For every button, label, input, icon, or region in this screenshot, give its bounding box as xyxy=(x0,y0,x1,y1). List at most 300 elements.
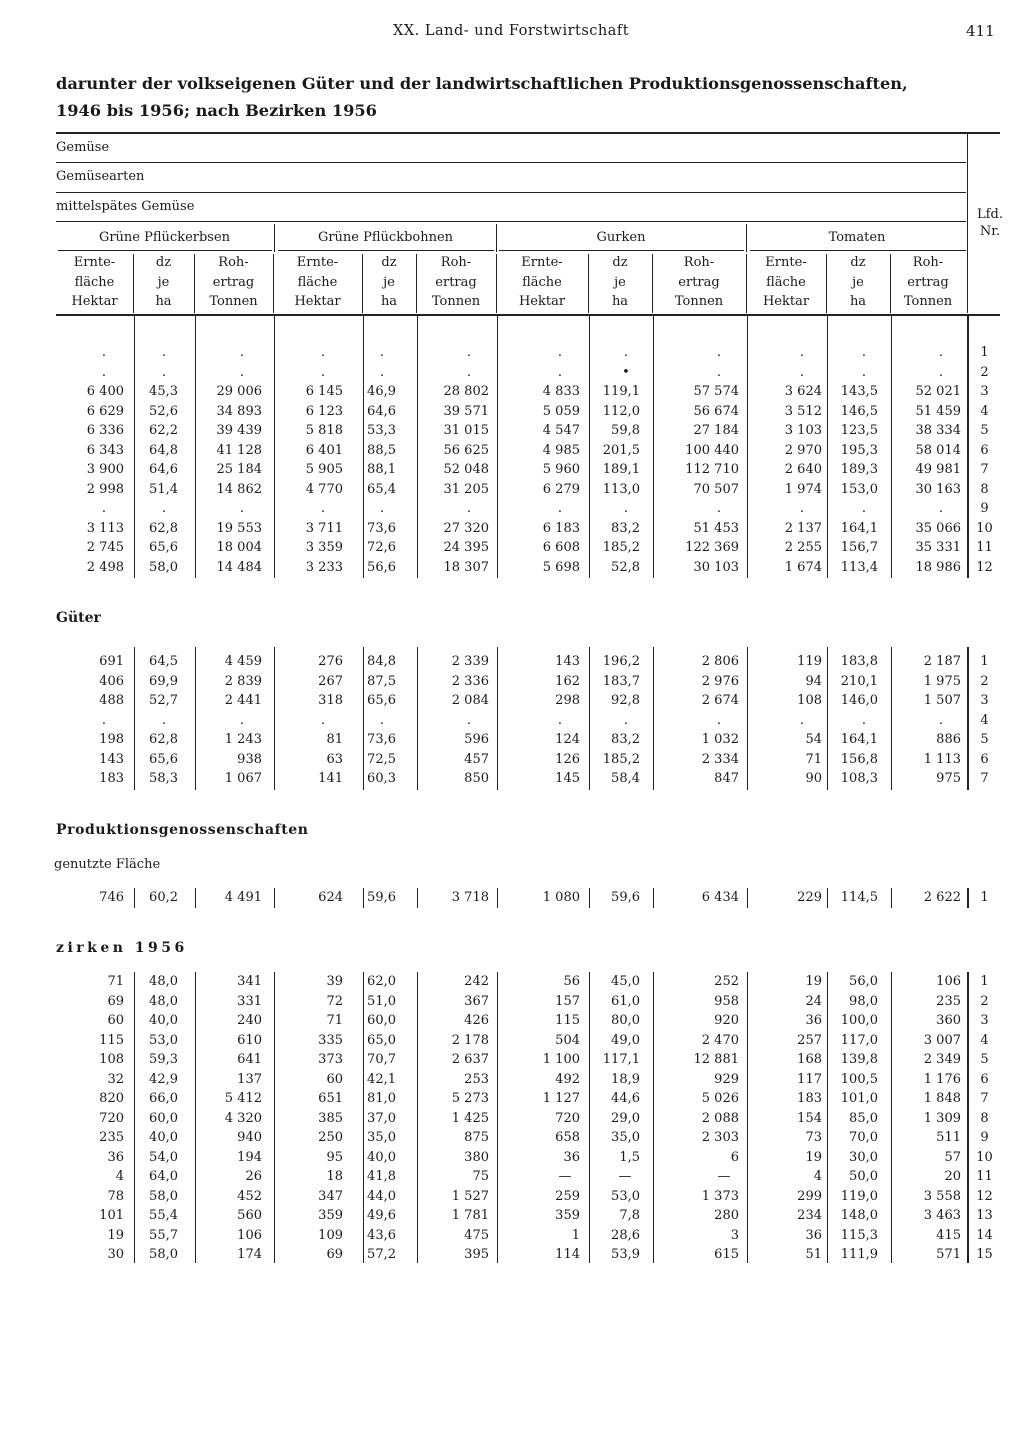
table-cell: 58,3 xyxy=(149,771,178,786)
table-cell: . xyxy=(861,364,867,380)
table-cell: 6 434 xyxy=(701,890,739,905)
table-cell: 119 xyxy=(797,654,822,669)
column-subheader: Roh- ertrag Tonnen xyxy=(431,255,481,309)
table-cell: • xyxy=(622,364,630,380)
row-number: 9 xyxy=(980,501,989,516)
row-number: 8 xyxy=(980,1110,989,1126)
table-cell: . xyxy=(623,501,629,516)
table-cell: 41 128 xyxy=(216,442,262,458)
table-cell: . xyxy=(799,345,805,360)
column-subheader: Ernte- fläche Hektar xyxy=(71,255,118,309)
table-cell: 4 320 xyxy=(224,1110,262,1126)
table-cell: 87,5 xyxy=(367,673,396,689)
table-cell: 14 862 xyxy=(216,481,262,497)
table-cell: 55,7 xyxy=(149,1227,178,1243)
table-cell: 115 xyxy=(99,1032,124,1048)
table-cell: 4 xyxy=(115,1169,124,1184)
table-cell: 145 xyxy=(555,771,580,786)
table-cell: 820 xyxy=(99,1091,124,1106)
section-heading: Produktionsgenossenschaften xyxy=(56,822,309,838)
table-cell: 250 xyxy=(318,1130,343,1145)
table-cell: 62,2 xyxy=(149,423,178,438)
table-cell: 201,5 xyxy=(602,442,640,458)
table-cell: 60,2 xyxy=(149,890,178,905)
table-cell: . xyxy=(320,364,326,380)
table-cell: . xyxy=(938,364,944,380)
header-bottom-rule xyxy=(56,314,1000,316)
table-cell: 112 710 xyxy=(685,462,739,477)
table-cell: . xyxy=(716,345,722,360)
table-cell: . xyxy=(799,501,805,516)
table-cell: 2 470 xyxy=(701,1032,739,1048)
table-cell: 62,8 xyxy=(149,732,178,747)
table-cell: 62,8 xyxy=(149,520,178,536)
lfd-nr-header: Lfd. Nr. xyxy=(977,207,1003,239)
table-cell: 143 xyxy=(555,654,580,669)
column-divider xyxy=(496,224,497,252)
table-cell: . xyxy=(861,345,867,360)
table-cell: 60,3 xyxy=(367,771,396,786)
column-divider xyxy=(362,254,363,313)
table-cell: 1,5 xyxy=(619,1149,640,1165)
table-cell: 234 xyxy=(797,1208,822,1223)
table-cell: . xyxy=(466,501,472,516)
table-cell: — xyxy=(558,1169,572,1184)
table-cell: 2 339 xyxy=(451,654,489,669)
table-cell: 40,0 xyxy=(149,1013,178,1028)
table-cell: 3 103 xyxy=(784,423,822,438)
column-divider xyxy=(273,254,274,313)
table-cell: 615 xyxy=(714,1247,739,1262)
table-cell: . xyxy=(466,364,472,380)
table-cell: 3 463 xyxy=(923,1208,961,1223)
table-cell: 457 xyxy=(464,751,489,767)
table-cell: 63 xyxy=(326,751,343,767)
table-cell: . xyxy=(938,712,944,728)
lfd-divider xyxy=(967,972,969,1263)
table-cell: 56,0 xyxy=(849,974,878,989)
table-cell: 75 xyxy=(472,1169,489,1184)
table-cell: 69 xyxy=(107,993,124,1009)
table-cell: 60 xyxy=(107,1013,124,1028)
table-cell: 183 xyxy=(797,1091,822,1106)
table-cell: 48,0 xyxy=(149,974,178,989)
table-cell: 5 698 xyxy=(542,559,580,575)
table-cell: 359 xyxy=(318,1208,343,1223)
table-cell: 624 xyxy=(318,890,343,905)
table-cell: 43,6 xyxy=(367,1227,396,1243)
column-divider xyxy=(588,254,589,313)
table-cell: 2 970 xyxy=(784,442,822,458)
table-cell: 1 974 xyxy=(784,481,822,497)
table-cell: 117,0 xyxy=(840,1032,878,1048)
table-cell: 3 007 xyxy=(923,1032,961,1048)
table-cell: 3 711 xyxy=(305,520,343,536)
table-cell: 108 xyxy=(99,1052,124,1067)
section-subheading: genutzte Fläche xyxy=(54,857,161,872)
table-cell: 81,0 xyxy=(367,1091,396,1106)
table-cell: 72,5 xyxy=(367,751,396,767)
table-cell: 60 xyxy=(326,1071,343,1087)
table-cell: 385 xyxy=(318,1110,343,1126)
table-cell: 6 629 xyxy=(86,403,124,419)
table-cell: . xyxy=(379,712,385,728)
table-cell: 113,4 xyxy=(840,559,878,575)
table-cell: 3 558 xyxy=(923,1188,961,1204)
table-cell: 280 xyxy=(714,1208,739,1223)
table-cell: 53,3 xyxy=(367,423,396,438)
table-cell: 7,8 xyxy=(619,1208,640,1223)
row-number: 2 xyxy=(980,993,989,1009)
table-cell: 341 xyxy=(237,974,262,989)
table-cell: 359 xyxy=(555,1208,580,1223)
row-number: 5 xyxy=(980,1052,989,1067)
table-cell: 19 xyxy=(805,1149,822,1165)
table-cell: 65,6 xyxy=(149,540,178,555)
table-cell: . xyxy=(161,501,167,516)
table-cell: 101,0 xyxy=(840,1091,878,1106)
table-cell: 27 184 xyxy=(693,423,739,438)
table-title-line-2: 1946 bis 1956; nach Bezirken 1956 xyxy=(56,101,377,120)
table-cell: 30,0 xyxy=(849,1149,878,1165)
rule-line xyxy=(56,162,966,163)
row-number: 6 xyxy=(980,442,989,458)
table-cell: 691 xyxy=(99,654,124,669)
table-cell: 106 xyxy=(237,1227,262,1243)
table-cell: 18,9 xyxy=(611,1071,640,1087)
table-cell: 95 xyxy=(326,1149,343,1165)
table-cell: 55,4 xyxy=(149,1208,178,1223)
table-cell: 71 xyxy=(326,1013,343,1028)
table-cell: 198 xyxy=(99,732,124,747)
table-cell: 69,9 xyxy=(149,673,178,689)
table-cell: . xyxy=(466,712,472,728)
table-cell: 183 xyxy=(99,771,124,786)
table-cell: 143,5 xyxy=(840,384,878,399)
table-cell: 3 xyxy=(730,1227,739,1243)
table-cell: 141 xyxy=(318,771,343,786)
table-cell: 31 015 xyxy=(443,423,489,438)
table-cell: 20 xyxy=(944,1169,961,1184)
table-cell: 4 491 xyxy=(224,890,262,905)
table-cell: 101 xyxy=(99,1208,124,1223)
table-cell: . xyxy=(623,712,629,728)
table-cell: 318 xyxy=(318,693,343,708)
row-number: 4 xyxy=(980,403,989,419)
column-subheader: dz je ha xyxy=(611,255,629,309)
row-number: 15 xyxy=(976,1247,993,1262)
table-cell: 70,0 xyxy=(849,1130,878,1145)
table-cell: 6 336 xyxy=(86,423,124,438)
table-cell: . xyxy=(557,501,563,516)
table-cell: 36 xyxy=(805,1013,822,1028)
table-cell: 111,9 xyxy=(840,1247,878,1262)
table-cell: 36 xyxy=(107,1149,124,1165)
table-cell: 88,1 xyxy=(367,462,396,477)
column-subheader: Roh- ertrag Tonnen xyxy=(209,255,258,309)
table-cell: 229 xyxy=(797,890,822,905)
table-cell: 146,0 xyxy=(840,693,878,708)
table-cell: 18 xyxy=(326,1169,343,1184)
table-cell: 18 004 xyxy=(216,540,262,555)
table-cell: 2 334 xyxy=(701,751,739,767)
column-divider xyxy=(274,224,275,252)
table-cell: 66,0 xyxy=(149,1091,178,1106)
row-number: 1 xyxy=(980,890,989,905)
column-subheader: dz je ha xyxy=(849,255,867,309)
table-cell: . xyxy=(861,501,867,516)
table-cell: 51,0 xyxy=(367,993,396,1009)
table-cell: 641 xyxy=(237,1052,262,1067)
table-cell: 5 273 xyxy=(451,1091,489,1106)
table-cell: . xyxy=(557,345,563,360)
table-cell: 35 066 xyxy=(915,520,961,536)
table-cell: 651 xyxy=(318,1091,343,1106)
table-cell: . xyxy=(466,345,472,360)
group-underline xyxy=(750,250,966,251)
table-cell: 6 608 xyxy=(542,540,580,555)
table-cell: 560 xyxy=(237,1208,262,1223)
table-cell: 6 279 xyxy=(542,481,580,497)
table-cell: 2 637 xyxy=(451,1052,489,1067)
row-number: 6 xyxy=(980,751,989,767)
table-cell: 335 xyxy=(318,1032,343,1048)
header-level-3: mittelspätes Gemüse xyxy=(56,199,195,214)
table-cell: 242 xyxy=(464,974,489,989)
table-cell: 2 137 xyxy=(784,520,822,536)
table-cell: 18 986 xyxy=(915,559,961,575)
table-cell: 4 833 xyxy=(542,384,580,399)
table-cell: 610 xyxy=(237,1032,262,1048)
row-number: 10 xyxy=(976,520,993,536)
table-cell: 59,8 xyxy=(611,423,640,438)
table-cell: . xyxy=(161,345,167,360)
table-cell: 73 xyxy=(805,1130,822,1145)
table-cell: 51 459 xyxy=(915,403,961,419)
table-cell: 475 xyxy=(464,1227,489,1243)
table-cell: 70,7 xyxy=(367,1052,396,1067)
table-cell: 367 xyxy=(464,993,489,1009)
table-cell: 148,0 xyxy=(840,1208,878,1223)
table-cell: 2 498 xyxy=(86,559,124,575)
table-cell: 5 412 xyxy=(224,1091,262,1106)
column-divider xyxy=(194,254,195,313)
table-cell: 54,0 xyxy=(149,1149,178,1165)
column-subheader: Ernte- fläche Hektar xyxy=(294,255,341,309)
table-cell: 40,0 xyxy=(149,1130,178,1145)
table-cell: 2 745 xyxy=(86,540,124,555)
table-cell: 257 xyxy=(797,1032,822,1048)
table-cell: 44,6 xyxy=(611,1091,640,1106)
table-cell: . xyxy=(623,345,629,360)
table-cell: 69 xyxy=(326,1247,343,1262)
column-subheader: dz je ha xyxy=(380,255,398,309)
table-cell: 42,1 xyxy=(367,1071,396,1087)
table-cell: 1 067 xyxy=(224,771,262,786)
table-cell: 44,0 xyxy=(367,1188,396,1204)
rule-line xyxy=(56,221,966,222)
table-cell: 210,1 xyxy=(840,673,878,689)
table-cell: 2 806 xyxy=(701,654,739,669)
table-cell: 235 xyxy=(99,1130,124,1145)
table-cell: 29 006 xyxy=(216,384,262,399)
table-cell: 4 xyxy=(813,1169,822,1184)
table-cell: 39 xyxy=(326,974,343,989)
column-subheader: Roh- ertrag Tonnen xyxy=(903,255,953,309)
table-cell: 1 848 xyxy=(923,1091,961,1106)
table-cell: . xyxy=(101,501,107,516)
table-cell: 65,4 xyxy=(367,481,396,497)
table-cell: 373 xyxy=(318,1052,343,1067)
table-cell: 72 xyxy=(326,993,343,1009)
table-cell: 65,0 xyxy=(367,1032,396,1048)
table-cell: 259 xyxy=(555,1188,580,1204)
table-cell: 139,8 xyxy=(840,1052,878,1067)
table-cell: 5 818 xyxy=(305,423,343,438)
table-cell: 71 xyxy=(107,974,124,989)
table-cell: 26 xyxy=(245,1169,262,1184)
table-cell: 511 xyxy=(936,1130,961,1145)
table-cell: 39 571 xyxy=(443,403,489,419)
table-cell: 492 xyxy=(555,1071,580,1087)
row-number: 1 xyxy=(980,345,989,360)
row-number: 3 xyxy=(980,384,989,399)
table-cell: 2 640 xyxy=(784,462,822,477)
table-cell: 360 xyxy=(936,1013,961,1028)
table-cell: 60,0 xyxy=(149,1110,178,1126)
table-cell: 185,2 xyxy=(602,540,640,555)
rule-line xyxy=(56,192,966,193)
table-cell: 25 184 xyxy=(216,462,262,477)
table-cell: 30 xyxy=(107,1247,124,1262)
table-cell: . xyxy=(101,712,107,728)
table-cell: 2 187 xyxy=(923,654,961,669)
table-cell: 3 718 xyxy=(451,890,489,905)
table-cell: 195,3 xyxy=(840,442,878,458)
table-cell: . xyxy=(799,364,805,380)
table-cell: 126 xyxy=(555,751,580,767)
table-cell: 1 080 xyxy=(542,890,580,905)
table-cell: 658 xyxy=(555,1130,580,1145)
table-cell: 54 xyxy=(805,732,822,747)
table-cell: 2 336 xyxy=(451,673,489,689)
table-cell: 51 453 xyxy=(693,520,739,536)
group-header: Grüne Pflückerbsen xyxy=(98,230,231,245)
table-cell: . xyxy=(239,364,245,380)
table-cell: 5 059 xyxy=(542,403,580,419)
table-cell: 1 243 xyxy=(224,732,262,747)
table-cell: 119,0 xyxy=(840,1188,878,1204)
table-cell: 46,9 xyxy=(367,384,396,399)
table-cell: 41,8 xyxy=(367,1169,396,1184)
table-cell: 189,3 xyxy=(840,462,878,477)
table-cell: 52 021 xyxy=(915,384,961,399)
table-cell: 37,0 xyxy=(367,1110,396,1126)
table-cell: 114,5 xyxy=(840,890,878,905)
lfd-divider xyxy=(967,134,968,313)
table-cell: 2 255 xyxy=(784,540,822,555)
table-cell: 34 893 xyxy=(216,403,262,419)
table-cell: 276 xyxy=(318,654,343,669)
table-cell: 73,6 xyxy=(367,520,396,536)
table-cell: 929 xyxy=(714,1071,739,1087)
table-cell: 504 xyxy=(555,1032,580,1048)
lfd-divider xyxy=(967,316,969,578)
table-cell: 51 xyxy=(805,1247,822,1262)
header-level-2: Gemüsearten xyxy=(56,169,145,184)
table-cell: 14 484 xyxy=(216,559,262,575)
page-number: 411 xyxy=(966,22,995,40)
table-cell: 875 xyxy=(464,1130,489,1145)
table-cell: 196,2 xyxy=(602,654,640,669)
table-cell: 122 369 xyxy=(685,540,739,555)
table-cell: 406 xyxy=(99,673,124,689)
row-number: 4 xyxy=(980,712,989,728)
top-rule xyxy=(56,132,1000,134)
table-cell: 48,0 xyxy=(149,993,178,1009)
table-cell: 2 303 xyxy=(701,1130,739,1145)
table-cell: 80,0 xyxy=(611,1013,640,1028)
table-cell: 183,8 xyxy=(840,654,878,669)
table-cell: 189,1 xyxy=(602,462,640,477)
column-divider xyxy=(652,254,653,313)
table-cell: 70 507 xyxy=(693,481,739,497)
table-cell: 61,0 xyxy=(611,993,640,1009)
table-cell: 1 507 xyxy=(923,693,961,708)
table-cell: . xyxy=(320,712,326,728)
table-cell: 2 088 xyxy=(701,1110,739,1126)
section-heading: zirken 1956 xyxy=(56,940,188,956)
table-cell: . xyxy=(239,345,245,360)
table-cell: 850 xyxy=(464,771,489,786)
table-cell: 3 512 xyxy=(784,403,822,419)
row-number: 13 xyxy=(976,1208,993,1223)
row-number: 6 xyxy=(980,1071,989,1087)
column-divider xyxy=(133,254,134,313)
table-cell: 113,0 xyxy=(602,481,640,497)
row-number: 12 xyxy=(976,1188,993,1204)
table-cell: 720 xyxy=(555,1110,580,1126)
table-cell: . xyxy=(320,501,326,516)
table-cell: 56,6 xyxy=(367,559,396,575)
table-cell: 920 xyxy=(714,1013,739,1028)
row-number: 11 xyxy=(976,540,993,555)
table-cell: 720 xyxy=(99,1110,124,1126)
table-cell: 2 349 xyxy=(923,1052,961,1067)
table-cell: 940 xyxy=(237,1130,262,1145)
table-cell: 64,8 xyxy=(149,442,178,458)
table-cell: 35 331 xyxy=(915,540,961,555)
table-cell: 59,6 xyxy=(367,890,396,905)
table-cell: 31 205 xyxy=(443,481,489,497)
table-cell: 240 xyxy=(237,1013,262,1028)
table-cell: 52,7 xyxy=(149,693,178,708)
table-cell: 78 xyxy=(107,1188,124,1204)
table-cell: 137 xyxy=(237,1071,262,1087)
table-cell: 24 xyxy=(805,993,822,1009)
table-cell: 3 900 xyxy=(86,462,124,477)
table-cell: 52,8 xyxy=(611,559,640,575)
table-cell: 117,1 xyxy=(602,1052,640,1067)
table-cell: 3 359 xyxy=(305,540,343,555)
table-cell: 59,3 xyxy=(149,1052,178,1067)
table-cell: 3 624 xyxy=(784,384,822,399)
table-cell: 100,5 xyxy=(840,1071,878,1087)
table-cell: 119,1 xyxy=(602,384,640,399)
table-cell: 183,7 xyxy=(602,673,640,689)
table-cell: 64,5 xyxy=(149,654,178,669)
table-cell: 146,5 xyxy=(840,403,878,419)
